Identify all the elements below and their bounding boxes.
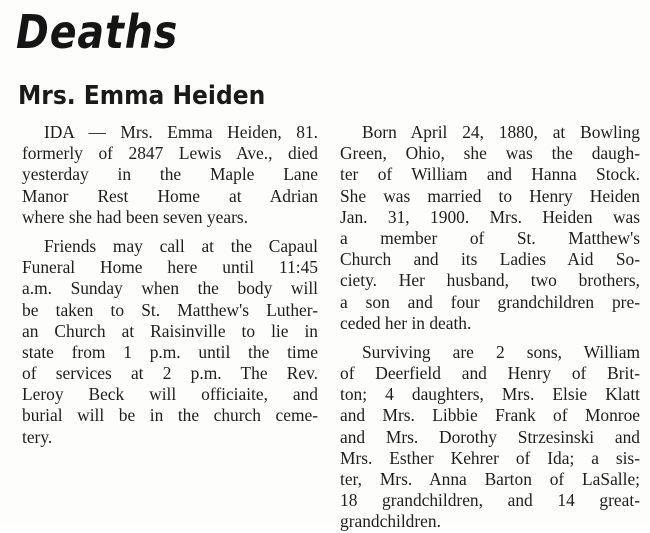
text-line: of services at 2 p.m. The Rev. (22, 363, 318, 384)
text-line: tery. (22, 426, 53, 447)
text-line: be taken to St. Matthew's Luther- (22, 299, 318, 320)
text-line: yesterday in the Maple Lane (22, 164, 318, 185)
text-line: an Church at Raisinville to lie in (22, 320, 318, 341)
text-line: ceded her in death. (340, 312, 472, 333)
section-title: Deaths (16, 5, 179, 59)
text-line: ciety. Her husband, two brothers, (340, 270, 640, 291)
text-line: Born April 24, 1880, at Bowling (362, 122, 640, 142)
text-line: and Mrs. Dorothy Strzesinski and (340, 426, 640, 447)
paragraph-gap (22, 228, 318, 236)
text-line: Surviving are 2 sons, William (362, 341, 640, 362)
paragraph-gap (340, 334, 640, 342)
text-line: Funeral Home here until 11:45 (22, 257, 318, 278)
text-line: where she had been seven years. (22, 206, 248, 227)
obituary-right-column (340, 122, 640, 533)
obituary-headline: Mrs. Emma Heiden (18, 81, 266, 111)
text-line: grandchildren. (340, 511, 441, 532)
text-line: She was married to Henry Heiden (340, 185, 640, 206)
text-line: 18 grandchildren, and 14 great- (340, 490, 640, 511)
text-line: Friends may call at the Capaul (44, 235, 318, 256)
text-line: of Deerfield and Henry of Brit- (340, 363, 640, 384)
text-line: state from 1 p.m. until the time (22, 341, 318, 362)
text-line: Church and its Ladies Aid So- (340, 249, 640, 270)
text-line: a member of St. Matthew's (340, 227, 640, 248)
text-line: ton; 4 daughters, Mrs. Elsie Klatt (340, 384, 640, 405)
text-line: Green, Ohio, she was the daugh- (340, 143, 640, 164)
text-line: a.m. Sunday when the body will (22, 278, 318, 299)
text-line: ter of William and Hanna Stock. (340, 164, 640, 185)
text-line: formerly of 2847 Lewis Ave., died (22, 143, 318, 164)
text-line: Mrs. Esther Kehrer of Ida; a sis- (340, 447, 640, 468)
text-line: a son and four grandchildren pre- (340, 291, 640, 312)
obituary-left-column (22, 122, 318, 448)
text-line: ter, Mrs. Anna Barton of LaSalle; (340, 469, 640, 489)
text-line: and Mrs. Libbie Frank of Monroe (340, 405, 640, 426)
text-line: IDA — Mrs. Emma Heiden, 81. (44, 122, 318, 142)
text-line: Jan. 31, 1900. Mrs. Heiden was (340, 206, 640, 227)
text-line: burial will be in the church ceme- (22, 405, 318, 426)
text-line: Leroy Beck will officiaite, and (22, 384, 318, 405)
text-line: Manor Rest Home at Adrian (22, 185, 318, 206)
